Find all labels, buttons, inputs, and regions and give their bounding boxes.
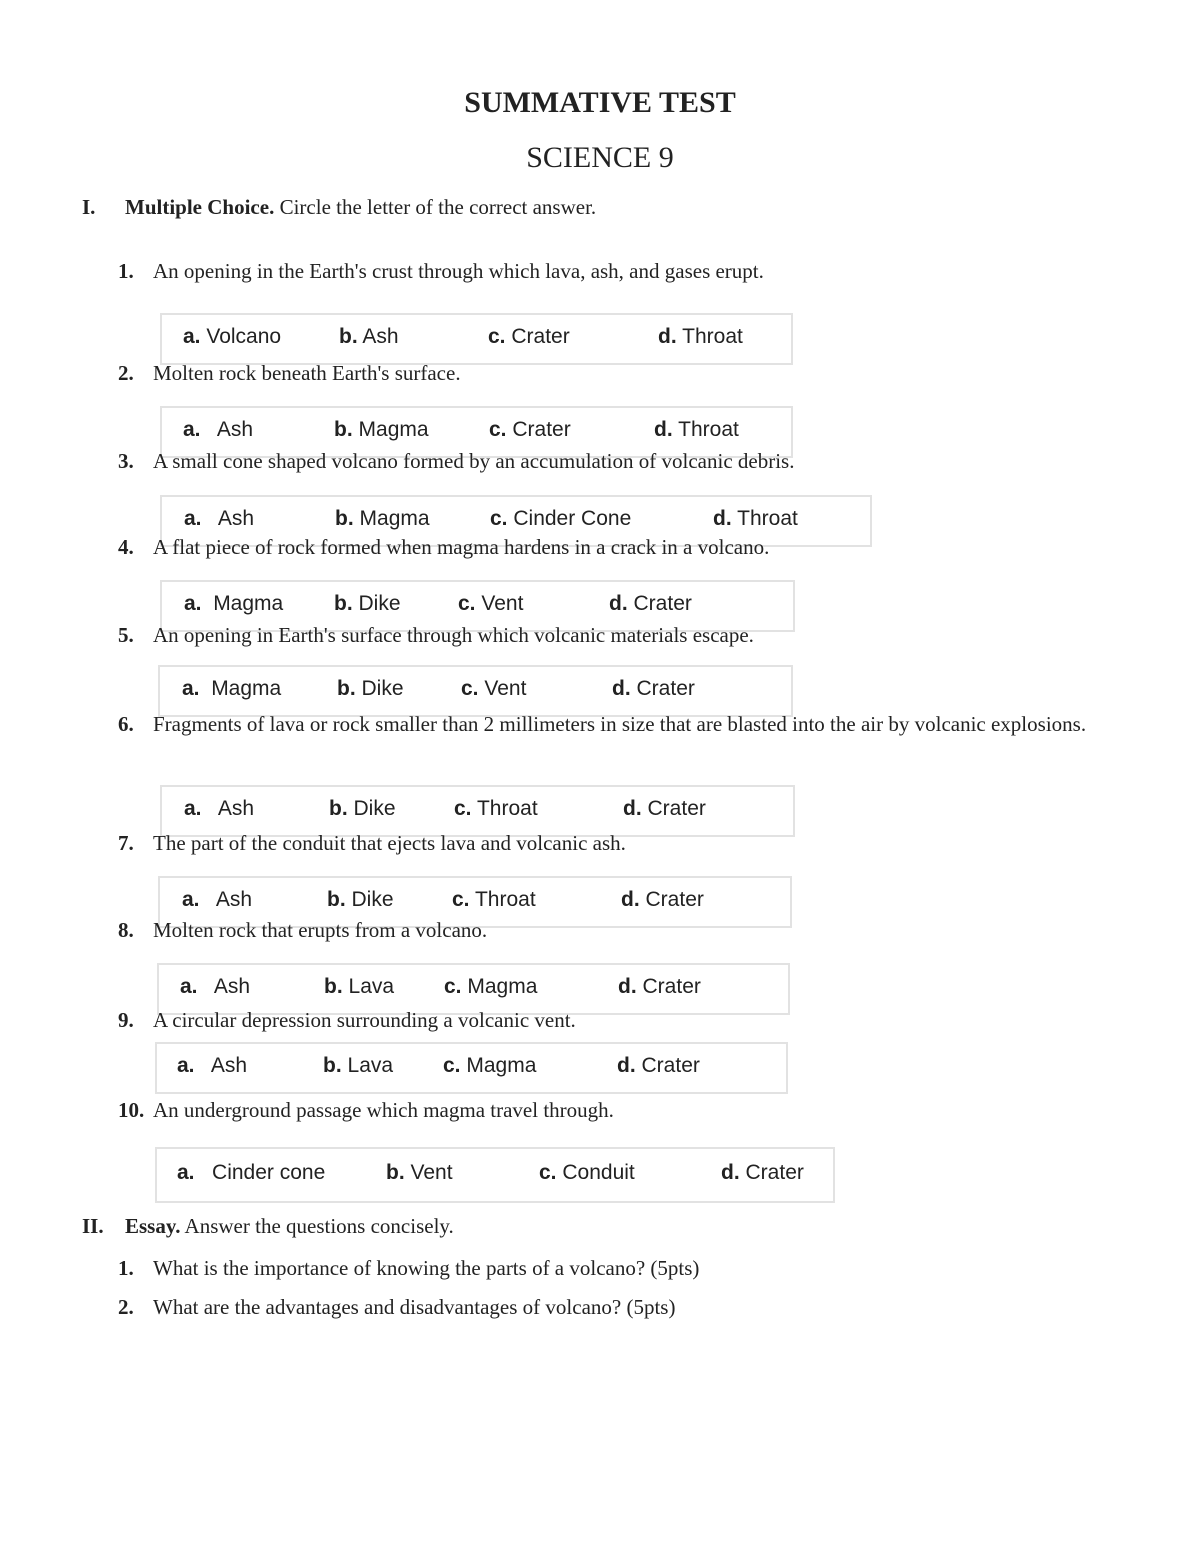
choice-d[interactable]: d. Throat xyxy=(658,325,743,348)
choice-d[interactable]: d. Crater xyxy=(721,1161,804,1184)
choice-d[interactable]: d. Throat xyxy=(713,507,798,530)
question-text: Molten rock beneath Earth's surface. xyxy=(153,361,461,385)
section-instruction: Circle the letter of the correct answer. xyxy=(279,195,597,219)
choice-b[interactable]: b. Lava xyxy=(324,975,395,998)
question-4 xyxy=(118,533,1098,561)
question-text: A small cone shaped volcano formed by an accumulation of volcanic debris. xyxy=(153,449,795,473)
section-multiple-choice xyxy=(82,195,596,220)
question-text: An underground passage which magma travel through. xyxy=(153,1098,614,1122)
choice-b[interactable]: b. Ash xyxy=(339,325,399,348)
question-9 xyxy=(118,1006,1098,1034)
choice-a[interactable]: a. Ash xyxy=(177,1054,248,1077)
question-text: An opening in Earth's surface through which volcanic materials escape. xyxy=(153,623,754,647)
choice-b[interactable]: b. Dike xyxy=(329,797,396,820)
choice-c[interactable]: c. Throat xyxy=(452,888,536,911)
essay-question-2 xyxy=(118,1293,1098,1321)
choice-b[interactable]: b. Lava xyxy=(323,1054,394,1077)
section-instruction: Answer the questions concisely. xyxy=(184,1214,454,1238)
question-text: A circular depression surrounding a volcanic vent. xyxy=(153,1008,576,1032)
test-title: SUMMATIVE TEST xyxy=(464,86,736,119)
choice-c[interactable]: c. Magma xyxy=(443,1054,537,1077)
question-number: 1. xyxy=(118,259,134,283)
essay-question-1 xyxy=(118,1254,1098,1282)
question-number: 8. xyxy=(118,918,134,942)
choice-a[interactable]: a. Ash xyxy=(184,797,255,820)
question-text: A flat piece of rock formed when magma hardens in a crack in a volcano. xyxy=(153,535,770,559)
question-3 xyxy=(118,447,1098,475)
choices-box-9 xyxy=(155,1042,788,1094)
question-number: 2. xyxy=(118,1295,134,1319)
choice-d[interactable]: d. Crater xyxy=(618,975,701,998)
question-number: 9. xyxy=(118,1008,134,1032)
choice-a[interactable]: a. Ash xyxy=(184,507,255,530)
choice-a[interactable]: a. Cinder cone xyxy=(177,1161,326,1184)
question-6 xyxy=(118,710,1098,738)
question-5 xyxy=(118,621,1098,649)
choice-b[interactable]: b. Magma xyxy=(334,418,429,441)
section-essay xyxy=(82,1214,454,1239)
choice-d[interactable]: d. Crater xyxy=(623,797,706,820)
section-number: II. xyxy=(82,1214,104,1238)
question-text: Fragments of lava or rock smaller than 2 millimeters in size that are blasted into the air by volcanic explosions. xyxy=(153,712,1087,736)
question-text: What is the importance of knowing the parts of a volcano? (5pts) xyxy=(153,1256,700,1280)
question-text: An opening in the Earth's crust through which lava, ash, and gases erupt. xyxy=(153,259,764,283)
choice-b[interactable]: b. Dike xyxy=(327,888,394,911)
question-text: Molten rock that erupts from a volcano. xyxy=(153,918,488,942)
question-number: 10. xyxy=(118,1098,145,1122)
choice-c[interactable]: c. Conduit xyxy=(539,1161,635,1184)
choice-a[interactable]: a. Magma xyxy=(184,592,284,615)
choice-a[interactable]: a. Ash xyxy=(180,975,251,998)
choices-box-1 xyxy=(160,313,793,365)
question-2 xyxy=(118,359,1098,387)
question-10 xyxy=(118,1096,1098,1124)
test-subject: SCIENCE 9 xyxy=(526,141,674,174)
choice-b[interactable]: b. Magma xyxy=(335,507,430,530)
question-number: 4. xyxy=(118,535,134,559)
choice-d[interactable]: d. Crater xyxy=(617,1054,700,1077)
choice-c[interactable]: c. Crater xyxy=(488,325,570,348)
section-heading: Essay. xyxy=(125,1214,181,1238)
section-number: I. xyxy=(82,195,96,219)
choice-b[interactable]: b. Dike xyxy=(337,677,404,700)
choice-d[interactable]: d. Throat xyxy=(654,418,739,441)
choice-c[interactable]: c. Vent xyxy=(461,677,527,700)
choice-a[interactable]: a. Ash xyxy=(182,888,253,911)
question-number: 7. xyxy=(118,831,134,855)
choice-b[interactable]: b. Dike xyxy=(334,592,401,615)
question-number: 6. xyxy=(118,712,134,736)
question-number: 1. xyxy=(118,1256,134,1280)
choice-c[interactable]: c. Cinder Cone xyxy=(490,507,632,530)
question-8 xyxy=(118,916,1098,944)
choice-d[interactable]: d. Crater xyxy=(612,677,695,700)
choices-box-10 xyxy=(155,1147,835,1203)
question-7 xyxy=(118,829,1098,857)
choice-c[interactable]: c. Magma xyxy=(444,975,538,998)
section-heading: Multiple Choice. xyxy=(125,195,275,219)
choice-c[interactable]: c. Throat xyxy=(454,797,538,820)
choice-c[interactable]: c. Crater xyxy=(489,418,571,441)
choice-c[interactable]: c. Vent xyxy=(458,592,524,615)
question-1 xyxy=(118,257,1098,285)
question-number: 5. xyxy=(118,623,134,647)
choice-a[interactable]: a. Ash xyxy=(183,418,254,441)
choice-d[interactable]: d. Crater xyxy=(621,888,704,911)
choice-a[interactable]: a. Magma xyxy=(182,677,282,700)
question-text: What are the advantages and disadvantages of volcano? (5pts) xyxy=(153,1295,676,1319)
choice-a[interactable]: a. Volcano xyxy=(183,325,282,348)
question-number: 2. xyxy=(118,361,134,385)
question-number: 3. xyxy=(118,449,134,473)
choice-d[interactable]: d. Crater xyxy=(609,592,692,615)
choice-b[interactable]: b. Vent xyxy=(386,1161,453,1184)
question-text: The part of the conduit that ejects lava and volcanic ash. xyxy=(153,831,626,855)
